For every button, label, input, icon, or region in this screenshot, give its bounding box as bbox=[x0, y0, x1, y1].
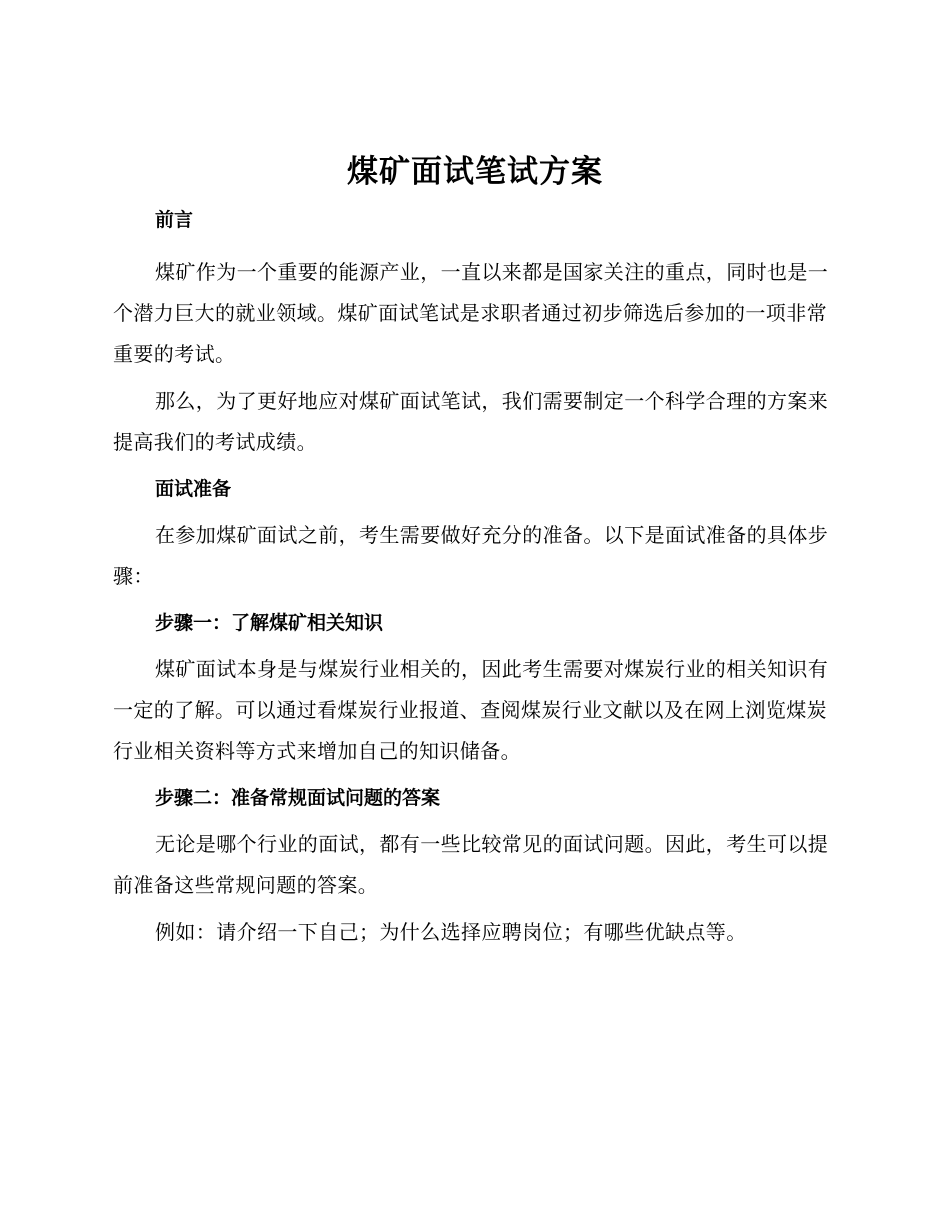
section-heading-preparation: 面试准备 bbox=[155, 478, 232, 500]
section-heading-step2: 步骤二：准备常规面试问题的答案 bbox=[155, 787, 441, 809]
section-heading-preface: 前言 bbox=[155, 209, 194, 231]
paragraph-step1-1: 煤矿面试本身是与煤炭行业相关的，因此考生需要对煤炭行业的相关知识有一定的了解。可以通过看煤炭行业报道、查阅煤炭行业文献以及在网上浏览煤炭行业相关资料等方式来增加自己的知识储备。 bbox=[113, 657, 829, 763]
document-body bbox=[113, 200, 835, 953]
paragraph-preparation-1: 在参加煤矿面试之前，考生需要做好充分的准备。以下是面试准备的具体步骤： bbox=[113, 523, 829, 588]
section-heading-step1: 步骤一：了解煤矿相关知识 bbox=[155, 612, 384, 634]
paragraph-preface-1: 煤矿作为一个重要的能源产业，一直以来都是国家关注的重点，同时也是一个潜力巨大的就业领域。煤矿面试笔试是求职者通过初步筛选后参加的一项非常重要的考试。 bbox=[113, 260, 829, 366]
document-title: 煤矿面试笔试方案 bbox=[347, 154, 603, 190]
paragraph-step2-2: 例如：请介绍一下自己；为什么选择应聘岗位；有哪些优缺点等。 bbox=[155, 920, 747, 944]
spacer bbox=[113, 240, 835, 252]
paragraph-preface-2: 那么，为了更好地应对煤矿面试笔试，我们需要制定一个科学合理的方案来提高我们的考试成绩。 bbox=[113, 389, 829, 454]
paragraph-step2-1: 无论是哪个行业的面试，都有一些比较常见的面试问题。因此，考生可以提前准备这些常规问题的答案。 bbox=[113, 832, 829, 897]
